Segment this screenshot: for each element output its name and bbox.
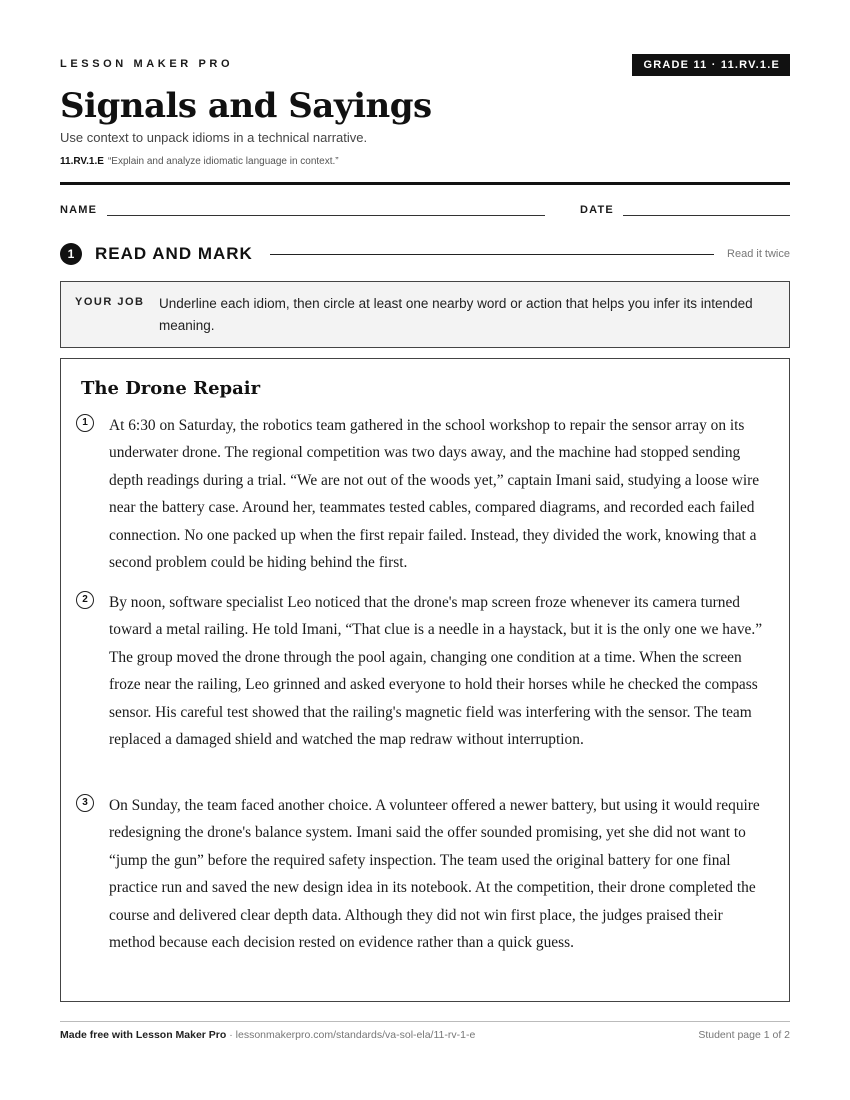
job-text: Underline each idiom, then circle at least one nearby word or action that helps you infer its intended meaning. — [159, 296, 753, 333]
section-note: Read it twice — [727, 248, 790, 260]
passage-paragraph: On Sunday, the team faced another choice. A volunteer offered a newer battery, but using it would require redesigning the drone's balance system. Imani said the offer sounded promising, yet she did not want to “jump the gun” before the required safety inspection. The team used the original battery for one final practice run and saved the new design idea in its notebook. At the competition, their drone completed the course and delivered clear depth data. Although they did not win first place, the judges praised their method because each decision rested on evidence rather than a quick guess. — [109, 797, 760, 952]
header-divider — [60, 182, 790, 185]
paragraph-number: 2 — [76, 591, 94, 609]
reading-passage-box — [60, 358, 790, 1002]
standard-line — [60, 156, 339, 167]
standard-code: 11.RV.1.E — [60, 156, 104, 167]
grade-badge: GRADE 11 · 11.RV.1.E — [632, 54, 790, 76]
standard-text: “Explain and analyze idiomatic language in context.” — [107, 156, 339, 167]
worksheet-subtitle: Use context to unpack idioms in a technical narrative. — [60, 130, 368, 145]
section-number-badge: 1 — [60, 243, 82, 265]
section-divider — [270, 254, 714, 255]
section-title: READ AND MARK — [95, 244, 253, 263]
footer-divider — [60, 1021, 790, 1022]
passage-title: The Drone Repair — [81, 378, 261, 399]
worksheet-title: Signals and Sayings — [60, 86, 432, 126]
date-field[interactable] — [623, 215, 790, 216]
name-label: NAME — [60, 204, 98, 216]
paragraph-number: 1 — [76, 414, 94, 432]
passage-paragraph: By noon, software specialist Leo noticed that the drone's map screen froze whenever its camera turned toward a metal railing. He told Imani, “That clue is a needle in a haystack, but it is the only one we have.” The group moved the drone through the pool again, changing one condition at a time. When the screen froze near the railing, Leo grinned and asked everyone to hold their horses while he checked the compass sensor. His careful test showed that the railing's magnetic field was interfering with the sensor. The team replaced a damaged shield and watched the map redraw without interruption. — [109, 594, 763, 749]
job-instructions-box — [60, 281, 790, 348]
name-date-row — [60, 204, 790, 218]
passage-paragraph: At 6:30 on Saturday, the robotics team gathered in the school workshop to repair the sensor array on its underwater drone. The regional competition was two days away, and the machine had stopped sending depth readings during a trial. “We are not out of the woods yet,” captain Imani said, studying a loose wire near the battery case. Around her, teammates tested cables, compared diagrams, and recorded each failed connection. No one packed up when the first repair failed. Instead, they divided the work, knowing that a second problem could be hiding behind the first. — [109, 417, 760, 572]
brand-wordmark: LESSON MAKER PRO — [60, 58, 234, 70]
section-header — [60, 243, 790, 265]
job-label: YOUR JOB — [75, 296, 145, 308]
footer-credit — [60, 1029, 475, 1041]
date-label: DATE — [580, 204, 614, 216]
footer-made-with: Made free with Lesson Maker Pro — [60, 1029, 227, 1041]
footer-url[interactable]: · lessonmakerpro.com/standards/va-sol-ela/11-rv-1-e — [226, 1029, 476, 1041]
paragraph-number: 3 — [76, 794, 94, 812]
page-indicator: Student page 1 of 2 — [698, 1029, 790, 1041]
name-field[interactable] — [107, 215, 545, 216]
